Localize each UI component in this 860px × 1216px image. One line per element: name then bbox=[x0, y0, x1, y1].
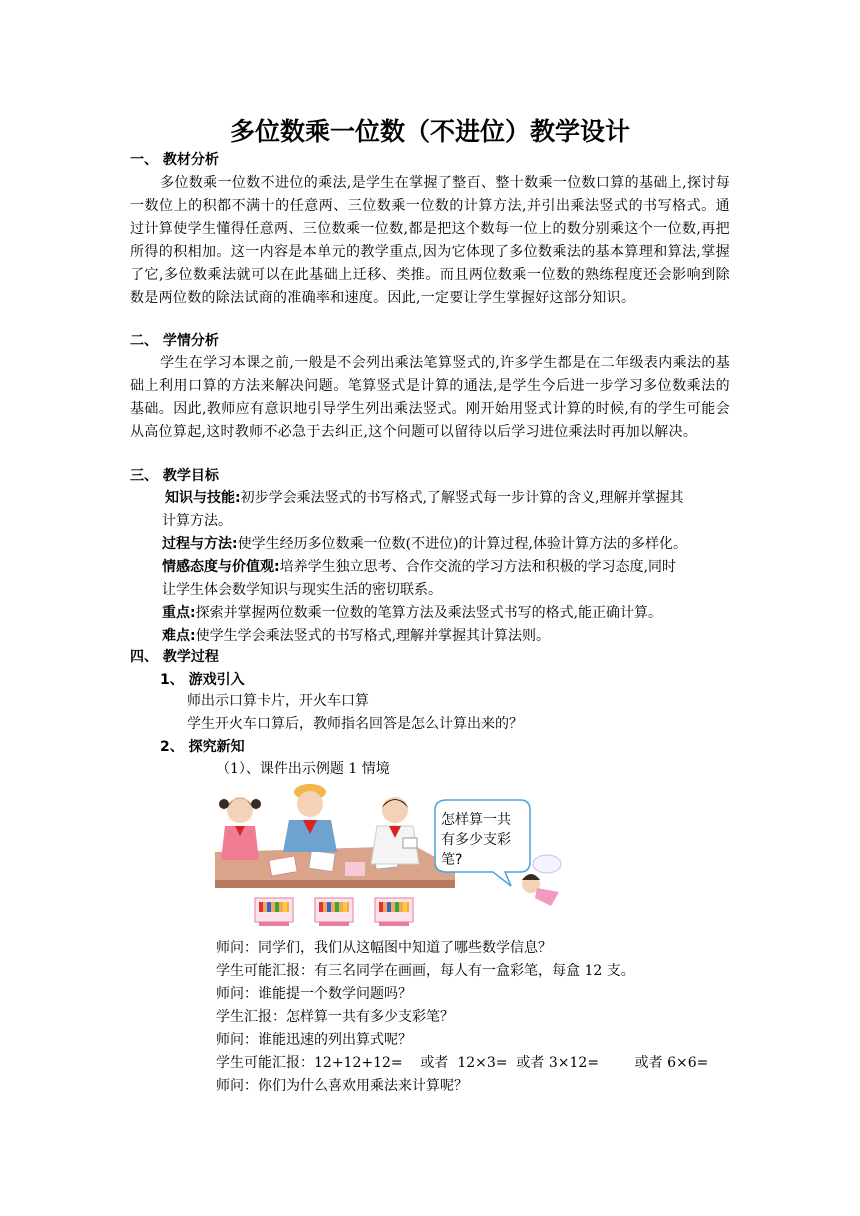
key-text: 探索并掌握两位数乘一位数的笔算方法及乘法竖式书写的格式,能正确计算。 bbox=[195, 605, 663, 621]
sub-step-example: （1）、课件出示例题 1 情境 bbox=[216, 761, 390, 777]
goal-knowledge-cont: 计算方法。 bbox=[162, 513, 232, 529]
goal-emotion bbox=[162, 556, 676, 578]
key-point bbox=[162, 602, 662, 624]
bubble-text-line: 笔? bbox=[441, 852, 463, 868]
difficult-point bbox=[162, 625, 550, 647]
classroom-illustration bbox=[215, 780, 580, 940]
pen-box bbox=[315, 898, 353, 926]
goal-label: 过程与方法: bbox=[162, 536, 238, 552]
section-heading-teaching-process: 四、 教学过程 bbox=[130, 649, 219, 665]
dialog-line: 学生可能汇报：12+12+12= 或者 12×3= 或者 3×12= 或者 6×6= bbox=[216, 1055, 709, 1071]
dialog-line: 学生可能汇报：有三名同学在画画，每人有一盒彩笔，每盒 12 支。 bbox=[216, 963, 635, 979]
step-line: 师出示口算卡片，开火车口算 bbox=[187, 693, 369, 709]
paragraph-textbook-analysis bbox=[130, 172, 730, 310]
girl-figure bbox=[219, 797, 261, 860]
paragraph-text: 学生在学习本课之前,一般是不会列出乘法笔算竖式的,许多学生都是在二年级表内乘法的基础上利用口算的方法来解决问题。笔算竖式是计算的通法,是学生今后进一步学习多位数乘法的基础。因此,教师应有意识地引导学生列出乘法竖式。刚开始用竖式计算的时候,有的学生可能会从高位算起,这时教师不必急于去纠正,这个问题可以留待以后学习进位乘法时再加以解决。 bbox=[130, 355, 730, 440]
pen-box bbox=[375, 898, 413, 926]
key-label: 重点: bbox=[162, 605, 196, 621]
paragraph-student-analysis bbox=[130, 352, 730, 444]
dialog-line: 师问：谁能提一个数学问题吗？ bbox=[216, 986, 412, 1002]
goal-label: 情感态度与价值观: bbox=[162, 559, 280, 575]
section-heading-teaching-goals: 三、 教学目标 bbox=[130, 468, 219, 484]
pen-box bbox=[255, 898, 293, 926]
boy-figure-right bbox=[371, 797, 419, 864]
section-heading-textbook-analysis: 一、 教材分析 bbox=[130, 152, 219, 168]
dialog-line: 学生汇报：怎样算一共有多少支彩笔？ bbox=[216, 1009, 454, 1025]
step-heading-game: 1、 游戏引入 bbox=[160, 672, 245, 688]
boy-figure-middle bbox=[283, 784, 337, 852]
goal-emotion-cont: 让学生体会数学知识与现实生活的密切联系。 bbox=[162, 582, 442, 598]
difficult-text: 使学生学会乘法竖式的书写格式,理解并掌握其计算法则。 bbox=[195, 628, 551, 644]
goal-process bbox=[162, 533, 687, 555]
bubble-text-line: 有多少支彩 bbox=[441, 832, 511, 848]
goal-text: 初步学会乘法竖式的书写格式,了解竖式每一步计算的含义,理解并掌握其 bbox=[240, 490, 684, 506]
dialog-line: 师问：你们为什么喜欢用乘法来计算呢？ bbox=[216, 1078, 468, 1094]
dialog-line: 师问：同学们，我们从这幅图中知道了哪些数学信息？ bbox=[216, 940, 552, 956]
goal-label: 知识与技能: bbox=[165, 490, 241, 506]
difficult-label: 难点: bbox=[162, 628, 196, 644]
bubble-text-line: 怎样算一共 bbox=[441, 812, 511, 828]
step-heading-explore: 2、 探究新知 bbox=[160, 739, 245, 755]
table-edge bbox=[215, 880, 455, 888]
goal-knowledge bbox=[165, 487, 684, 509]
goal-text: 使学生经历多位数乘一位数(不进位)的计算过程,体验计算方法的多样化。 bbox=[237, 536, 687, 552]
paragraph-text: 多位数乘一位数不进位的乘法,是学生在掌握了整百、整十数乘一位数口算的基础上,探讨每一数位上的积都不满十的任意两、三位数乘一位数的计算方法,并引出乘法竖式的书写格式。通过计算使学生懂得任意两、三位数乘一位数,都是把这个数每一位上的数分别乘这个一位数,再把所得的积相加。这一内容是本单元的教学重点,因为它体现了多位数乘法的基本算理和算法,掌握了它,多位数乘法就可以在此基础上迁移、类推。而且两位数乘一位数的熟练程度还会影响到除数是两位数的除法试商的准确率和速度。因此,一定要让学生掌握好这部分知识。 bbox=[130, 175, 730, 306]
document-title: 多位数乘一位数（不进位）教学设计 bbox=[229, 117, 630, 146]
step-line: 学生开火车口算后，教师指名回答是怎么计算出来的？ bbox=[187, 716, 523, 732]
section-heading-student-analysis: 二、 学情分析 bbox=[130, 333, 219, 349]
dialog-line: 师问：谁能迅速的列出算式呢？ bbox=[216, 1032, 412, 1048]
goal-text: 培养学生独立思考、合作交流的学习方法和积极的学习态度,同时 bbox=[279, 559, 677, 575]
